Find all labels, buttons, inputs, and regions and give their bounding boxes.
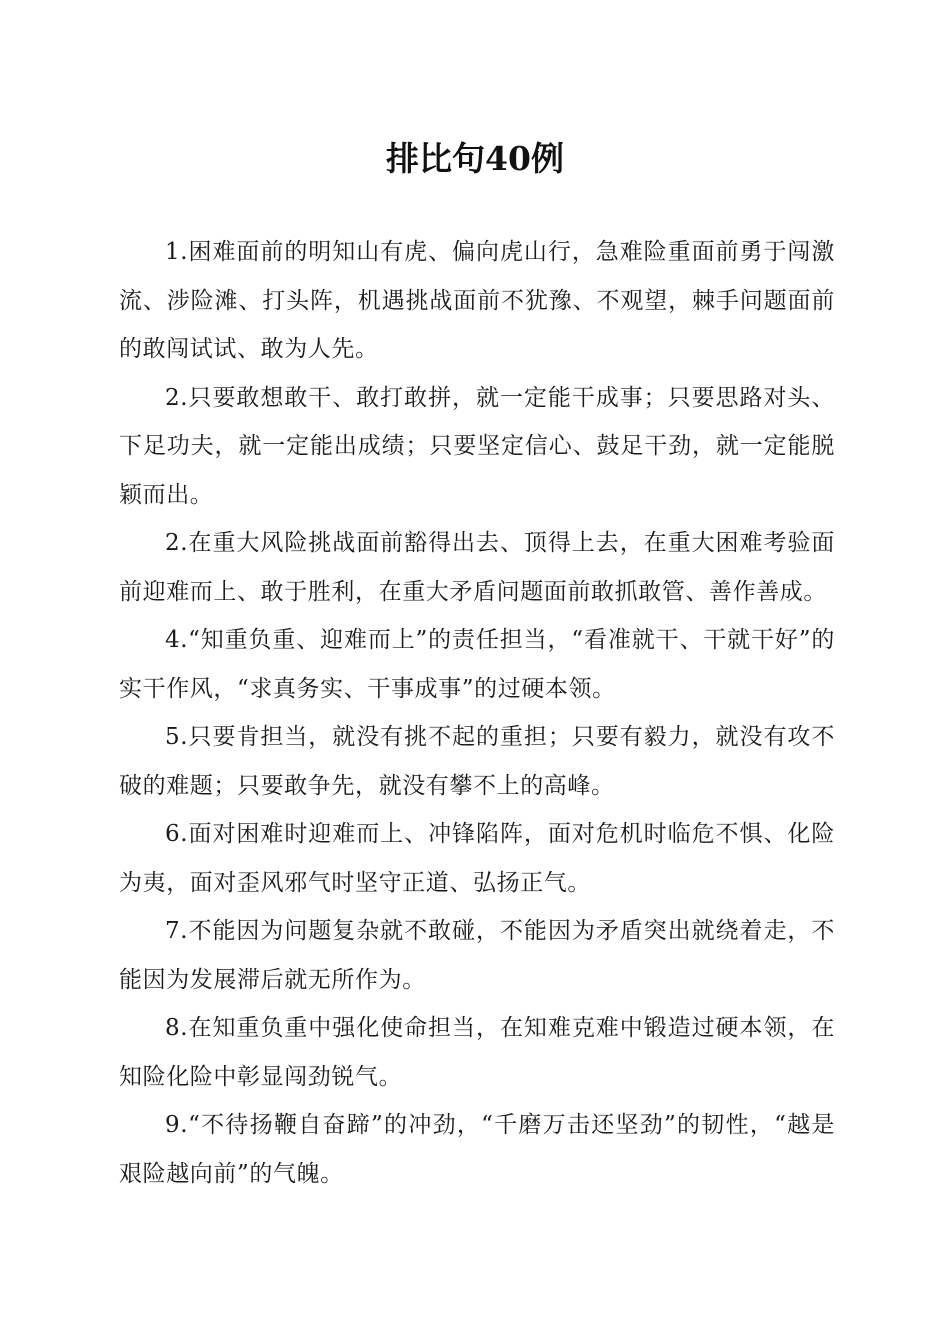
paragraph-1: 1.困难面前的明知山有虎、偏向虎山行，急难险重面前勇于闯激流、涉险滩、打头阵，机遇挑战面前不犹豫、不观望，棘手问题面前的敢闯试试、敢为人先。 — [119, 239, 835, 362]
document-title: 排比句40例 — [386, 139, 564, 178]
paragraph-6: 6.面对困难时迎难而上、冲锋陷阵，面对危机时临危不惧、化险为夷，面对歪风邪气时坚守正道、弘扬正气。 — [119, 821, 835, 896]
document-body — [119, 228, 835, 1198]
paragraph-8: 8.在知重负重中强化使命担当，在知难克难中锻造过硬本领，在知险化险中彰显闯劲锐气。 — [119, 1015, 835, 1090]
paragraph-5: 5.只要肯担当，就没有挑不起的重担；只要有毅力，就没有攻不破的难题；只要敢争先，就没有攀不上的高峰。 — [119, 724, 835, 799]
paragraph-9: 9.“不待扬鞭自奋蹄”的冲劲，“千磨万击还坚劲”的韧性，“越是艰险越向前”的气魄。 — [119, 1112, 835, 1187]
paragraph-4: 4.“知重负重、迎难而上”的责任担当，“看准就干、干就干好”的实干作风，“求真务实、干事成事”的过硬本领。 — [119, 627, 835, 702]
paragraph-3: 2.在重大风险挑战面前豁得出去、顶得上去，在重大困难考验面前迎难而上、敢于胜利，在重大矛盾问题面前敢抓敢管、善作善成。 — [119, 530, 835, 605]
paragraph-2: 2.只要敢想敢干、敢打敢拼，就一定能干成事；只要思路对头、下足功夫，就一定能出成绩；只要坚定信心、鼓足干劲，就一定能脱颖而出。 — [119, 384, 835, 508]
paragraph-7: 7.不能因为问题复杂就不敢碰，不能因为矛盾突出就绕着走，不能因为发展滞后就无所作为。 — [119, 918, 835, 993]
